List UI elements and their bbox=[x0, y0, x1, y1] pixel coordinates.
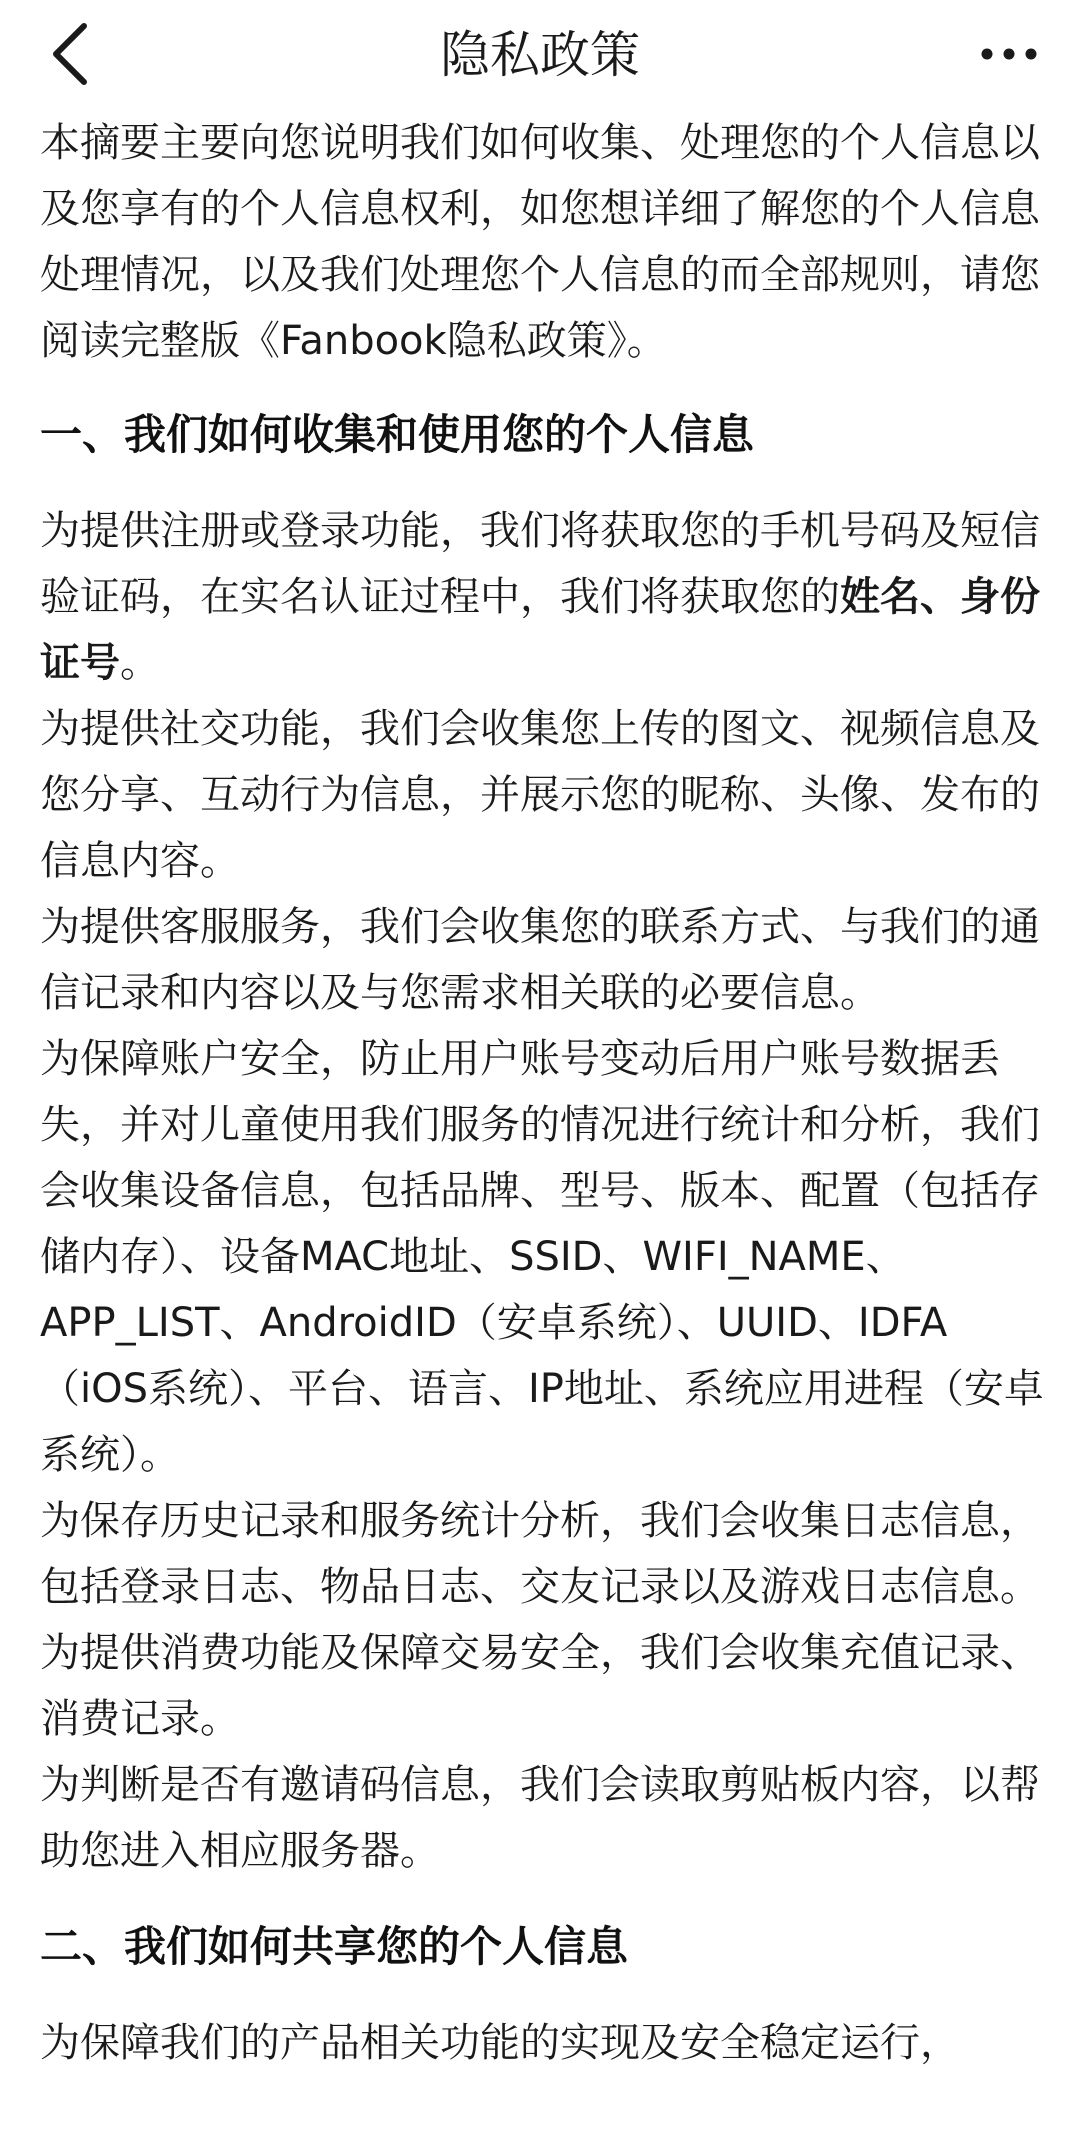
paragraph-payment: 为提供消费功能及保障交易安全，我们会收集充值记录、消费记录。 bbox=[40, 1630, 1040, 1742]
paragraph-social: 为提供社交功能，我们会收集您上传的图文、视频信息及您分享、互动行为信息，并展示您的昵称、头像、发布的信息内容。 bbox=[40, 706, 1040, 884]
paragraph-account-security: 为保障账户安全，防止用户账号变动后用户账号数据丢失，并对儿童使用我们服务的情况进行统计和分析，我们会收集设备信息，包括品牌、型号、版本、配置（包括存储内存）、设备MAC地址、SSID、WIFI_NAME、APP_LIST、AndroidID（安卓系统）、UUID、IDFA（iOS系统）、平台、语言、IP地址、系统应用进程（安卓系统）。 bbox=[40, 1036, 1044, 1478]
section-heading-share: 二、我们如何共享您的个人信息 bbox=[40, 1922, 629, 1971]
top-bar bbox=[0, 0, 1080, 110]
more-button[interactable] bbox=[964, 24, 1054, 84]
paragraph-register-bold: 姓名、身份证号 bbox=[40, 574, 1040, 686]
paragraph-share: 为保障我们的产品相关功能的实现及安全稳定运行， bbox=[40, 2020, 960, 2066]
page-title: 隐私政策 bbox=[440, 26, 640, 84]
intro-paragraph: 本摘要主要向您说明我们如何收集、处理您的个人信息以及您享有的个人信息权利，如您想详细了解您的个人信息处理情况，以及我们处理您个人信息的而全部规则，请您阅读完整版《Fanbook隐私政策》。 bbox=[40, 120, 1040, 364]
paragraph-customer-service: 为提供客服服务，我们会收集您的联系方式、与我们的通信记录和内容以及与您需求相关联的必要信息。 bbox=[40, 904, 1040, 1016]
section-heading-collect: 一、我们如何收集和使用您的个人信息 bbox=[40, 410, 755, 459]
policy-content bbox=[40, 110, 1045, 2076]
paragraph-clipboard: 为判断是否有邀请码信息，我们会读取剪贴板内容，以帮助您进入相应服务器。 bbox=[40, 1762, 1040, 1874]
more-horizontal-icon bbox=[979, 47, 1039, 61]
paragraph-register-text: 为提供注册或登录功能，我们将获取您的手机号码及短信验证码，在实名认证过程中，我们将获取您的 bbox=[40, 508, 1040, 620]
paragraph-register-end: 。 bbox=[120, 640, 160, 686]
paragraph-register bbox=[40, 498, 1045, 696]
paragraph-logs: 为保存历史记录和服务统计分析，我们会收集日志信息，包括登录日志、物品日志、交友记录以及游戏日志信息。 bbox=[40, 1498, 1040, 1610]
